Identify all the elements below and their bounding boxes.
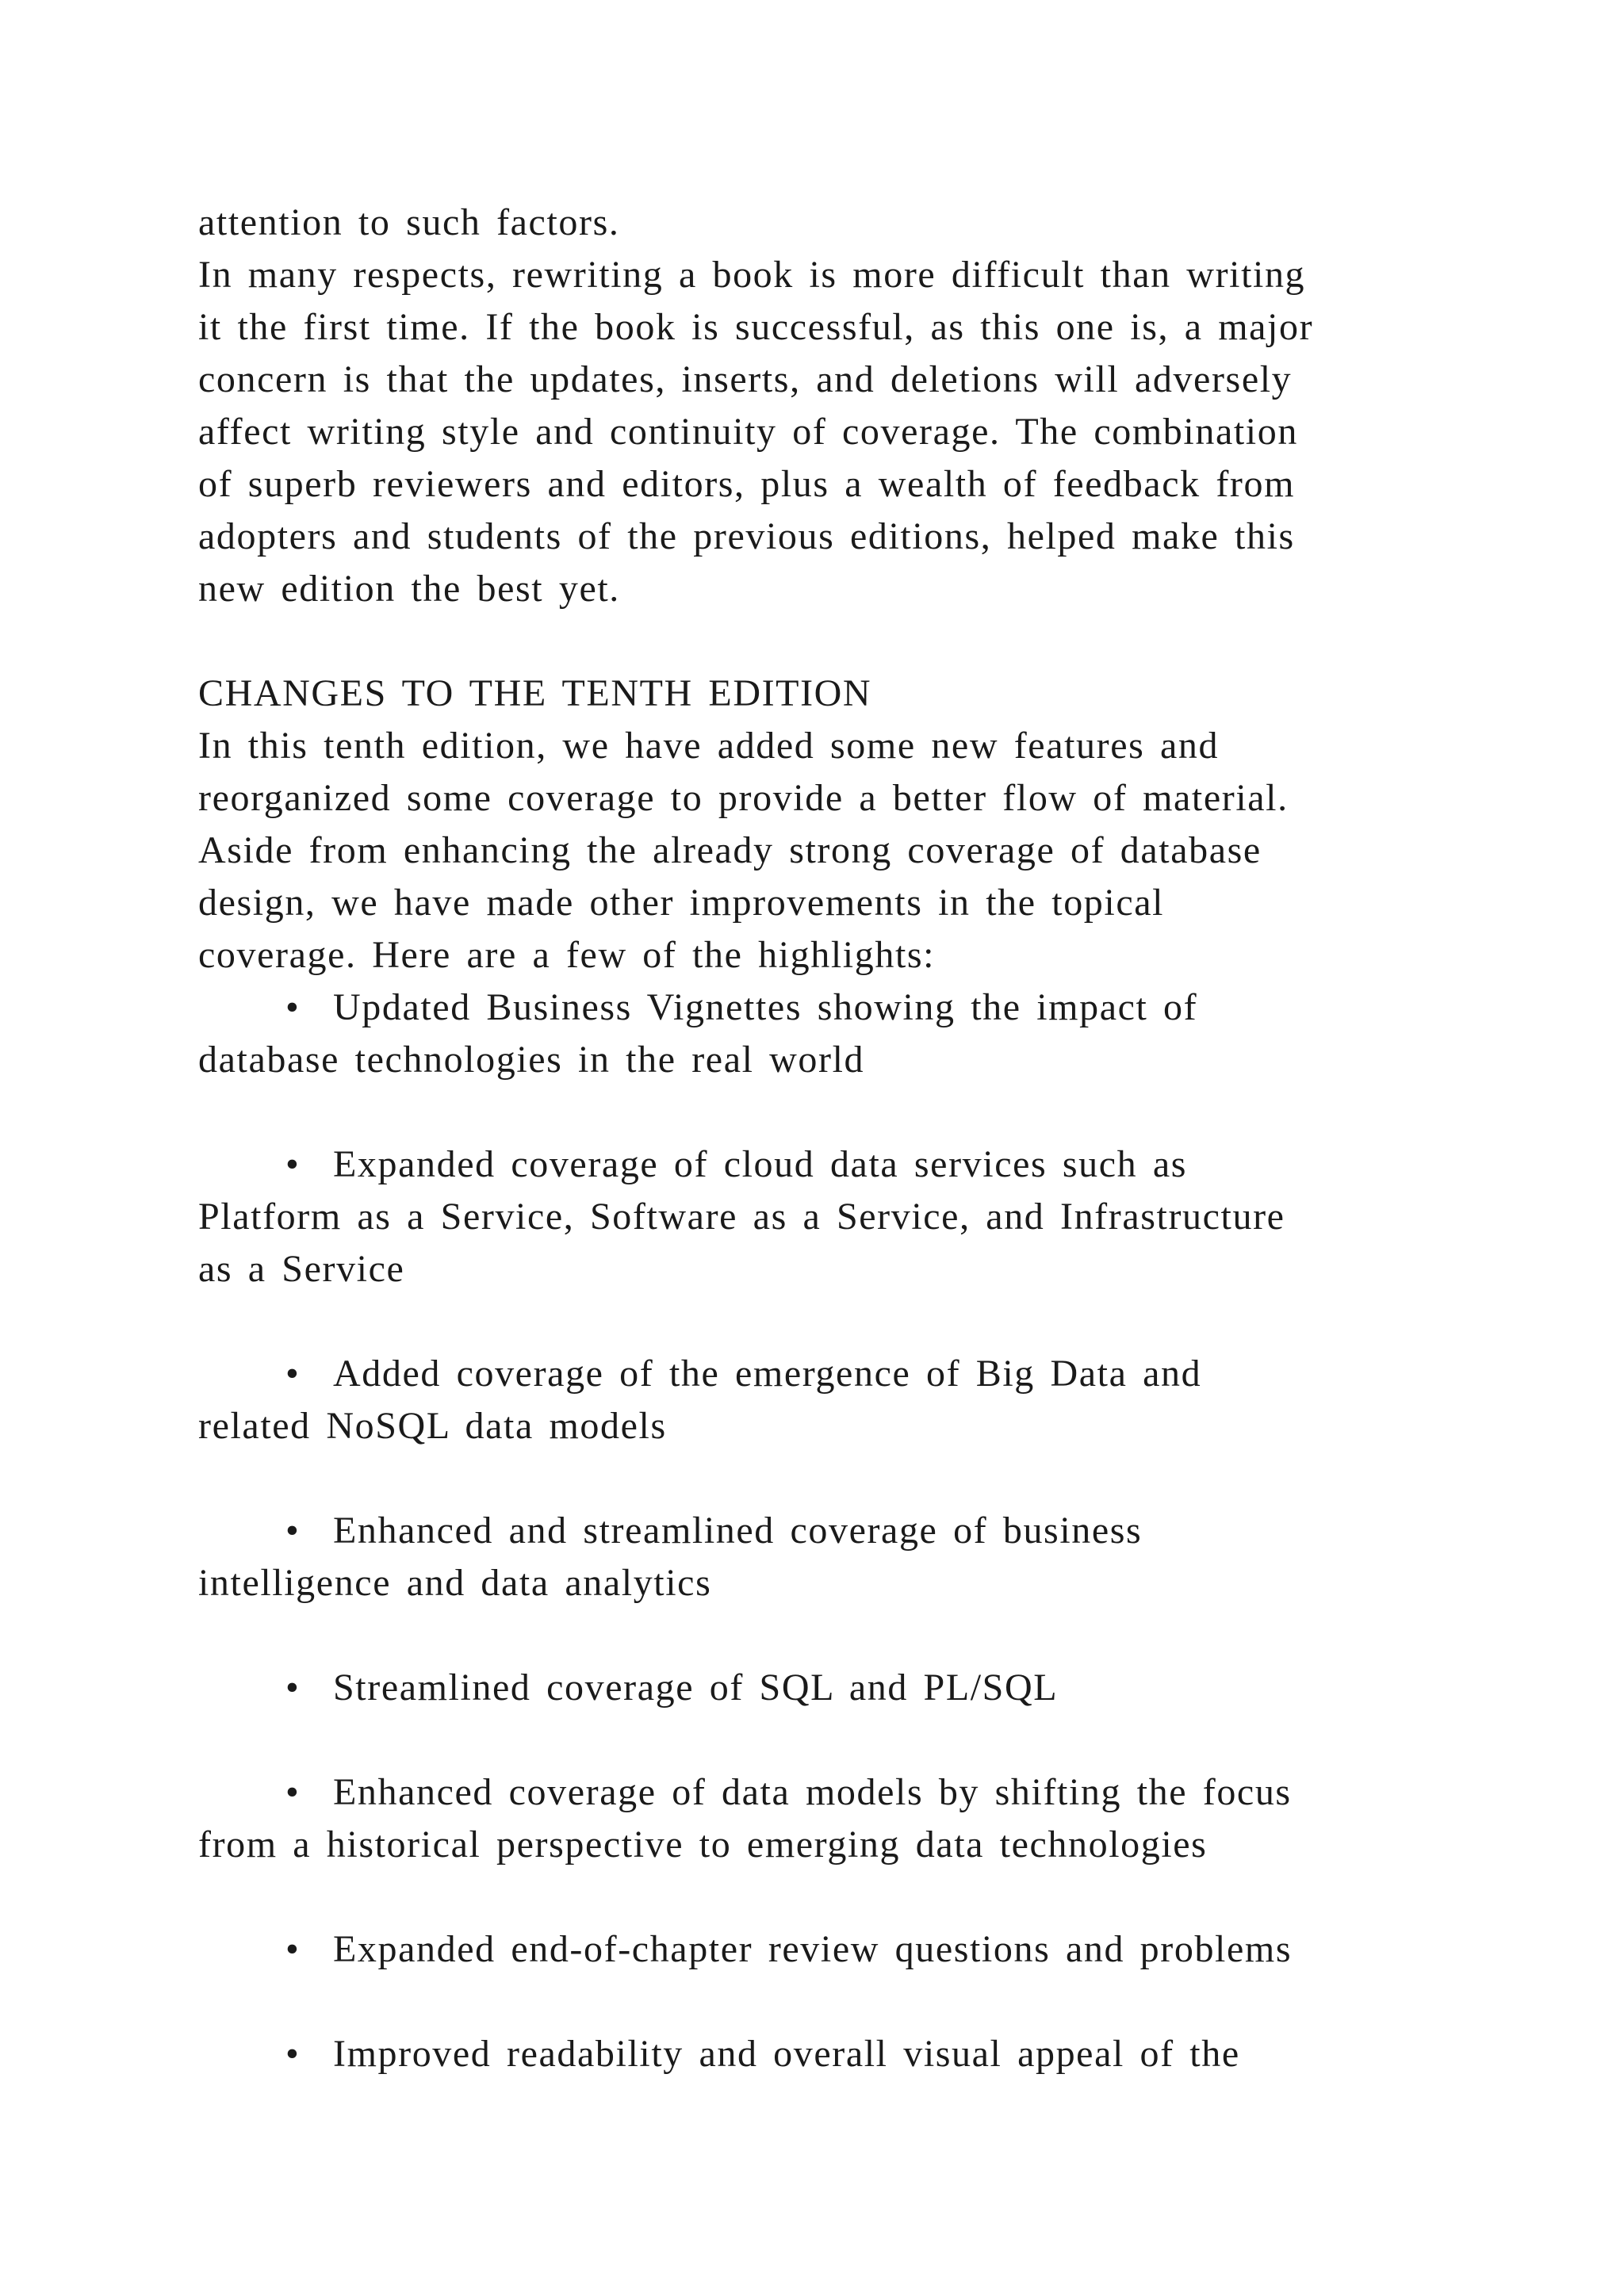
bullet-glyph: • [285, 1143, 301, 1185]
list-item [198, 1505, 1467, 1609]
document-page [198, 197, 1467, 2080]
list-item-first-line [198, 1348, 1467, 1400]
intro-paragraph [198, 197, 1467, 615]
list-item-first-line [198, 1923, 1467, 1976]
list-item-text: Enhanced coverage of data models by shifting the focus [333, 1771, 1292, 1813]
section-line: coverage. Here are a few of the highlights: [198, 934, 936, 976]
list-item-text: Added coverage of the emergence of Big Data and [333, 1353, 1202, 1395]
list-item [198, 1662, 1467, 1714]
list-item-text: Streamlined coverage of SQL and PL/SQL [333, 1667, 1059, 1709]
intro-line: attention to such factors. [198, 201, 620, 243]
list-item-first-line [198, 982, 1467, 1034]
intro-line: concern is that the updates, inserts, and deletions will adversely [198, 358, 1293, 400]
intro-line: of superb reviewers and editors, plus a wealth of feedback from [198, 463, 1296, 505]
list-item-text: Enhanced and streamlined coverage of business [333, 1510, 1143, 1552]
intro-line: it the first time. If the book is successful, as this one is, a major [198, 306, 1314, 348]
list-item [198, 1138, 1467, 1295]
bullet-glyph: • [285, 1771, 301, 1813]
list-item [198, 2028, 1467, 2080]
list-item [198, 1923, 1467, 1976]
list-item [198, 1348, 1467, 1452]
list-item-first-line [198, 1766, 1467, 1819]
list-item-text: Expanded end-of-chapter review questions and problems [333, 1928, 1293, 1970]
bullet-glyph: • [285, 1510, 301, 1552]
bullet-icon [198, 1348, 333, 1400]
bullet-icon [198, 1923, 333, 1976]
list-item-continuation: database technologies in the real world [198, 1039, 865, 1081]
list-item-first-line [198, 1138, 1467, 1191]
bullet-glyph: • [285, 1353, 301, 1395]
bullet-icon [198, 1138, 333, 1191]
intro-line: new edition the best yet. [198, 568, 620, 610]
bullet-glyph: • [285, 2033, 301, 2075]
bullet-icon [198, 2028, 333, 2080]
list-item-text: Expanded coverage of cloud data services such as [333, 1143, 1188, 1185]
list-item [198, 982, 1467, 1086]
list-item-first-line [198, 2028, 1467, 2080]
highlights-list [198, 982, 1467, 2080]
list-item-continuation: from a historical perspective to emerging data technologies [198, 1823, 1208, 1866]
list-item-text: Improved readability and overall visual appeal of the [333, 2033, 1240, 2075]
intro-line: In many respects, rewriting a book is more difficult than writing [198, 254, 1306, 296]
section-paragraph [198, 720, 1467, 982]
bullet-glyph: • [285, 986, 301, 1028]
list-item-text: Updated Business Vignettes showing the impact of [333, 986, 1198, 1028]
section-line: reorganized some coverage to provide a better flow of material. [198, 777, 1289, 819]
bullet-icon [198, 1662, 333, 1714]
list-item-continuation: intelligence and data analytics [198, 1562, 712, 1604]
list-item-first-line [198, 1662, 1467, 1714]
section-heading: CHANGES TO THE TENTH EDITION [198, 672, 872, 714]
section-line: In this tenth edition, we have added some new features and [198, 725, 1220, 767]
list-item-continuation: Platform as a Service, Software as a Service, and Infrastructure [198, 1196, 1285, 1238]
bullet-icon [198, 1766, 333, 1819]
blank-line [198, 615, 1467, 668]
section-line: design, we have made other improvements in the topical [198, 882, 1165, 924]
list-item-continuation: as a Service [198, 1248, 405, 1290]
intro-line: adopters and students of the previous editions, helped make this [198, 515, 1295, 557]
list-item-first-line [198, 1505, 1467, 1557]
list-item-continuation: related NoSQL data models [198, 1405, 667, 1447]
intro-line: affect writing style and continuity of coverage. The combination [198, 411, 1298, 453]
list-item [198, 1766, 1467, 1871]
bullet-glyph: • [285, 1667, 301, 1709]
bullet-icon [198, 982, 333, 1034]
bullet-glyph: • [285, 1928, 301, 1970]
bullet-icon [198, 1505, 333, 1557]
section-line: Aside from enhancing the already strong coverage of database [198, 829, 1262, 871]
